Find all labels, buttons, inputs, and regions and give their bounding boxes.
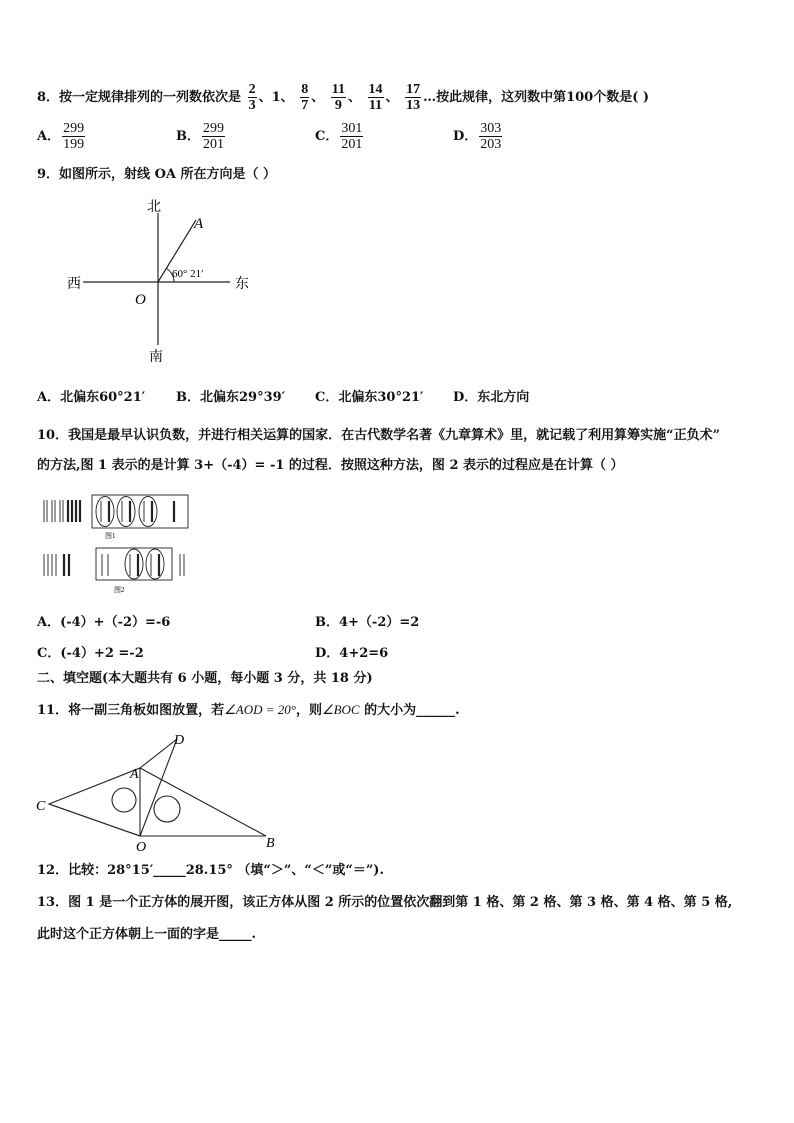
q8-frac-3: $\frac{11}{9}$ — [331, 82, 345, 113]
q8-suffix: …按此规律，这列数中第100个数是( ) — [423, 90, 650, 105]
q9-west-label: 西 — [67, 277, 81, 292]
q8-frac-1: $\frac{2}{3}$ — [248, 82, 256, 113]
q8-frac-4: $\frac{14}{11}$ — [368, 82, 383, 113]
q9-ray-label: A — [194, 216, 204, 232]
q10-figure-2-label: 图2 — [114, 586, 125, 594]
q8-frac-5: $\frac{17}{13}$ — [406, 82, 421, 113]
q8-prefix: 8．按一定规律排列的一列数依次是 — [37, 90, 242, 105]
q9-north-label: 北 — [147, 200, 161, 215]
q13-stem-line1: 13．图 1 是一个正方体的展开图，该正方体从图 2 所示的位置依次翻到第 1 格、第 2 格、第 3 格、第 4 格、第 5 格, — [37, 895, 733, 910]
q9-option-d[interactable]: D．东北方向 — [453, 390, 530, 405]
q8-option-d[interactable]: D． $\frac{303}{203}$ — [453, 121, 502, 152]
q8-stem: 8．按一定规律排列的一列数依次是 $\frac{2}{3}$ 、1、 $\frac{8}{7}$ 、 $\frac{11}{9}$ 、 $\frac{14}{11}$ 、 $\frac{17}{13}$ …按此规律，这列数中第100个数是( ) — [37, 82, 650, 113]
point-d-label: D — [174, 733, 185, 748]
q10-option-d[interactable]: D．4+2=6 — [315, 646, 389, 661]
q10-option-b[interactable]: B．4+（-2）=2 — [315, 615, 420, 630]
section-2-heading: 二、填空题(本大题共有 6 小题，每小题 3 分，共 18 分) — [37, 671, 373, 686]
q10-figure-1-label: 图1 — [105, 532, 116, 540]
q11-stem: 11．将一副三角板如图放置，若∠AOD = 20°，则∠BOC 的大小为______. — [37, 702, 460, 718]
q8-frac-2: $\frac{8}{7}$ — [301, 82, 309, 113]
point-b-label: B — [266, 836, 275, 851]
q9-origin-label: O — [135, 292, 146, 308]
q10-figure-1 — [44, 495, 188, 528]
triangle-cab-outline — [49, 768, 266, 836]
rods-left-2 — [44, 554, 69, 576]
q9-option-b[interactable]: B．北偏东29°39′ — [176, 390, 286, 405]
q8-one: 1 — [271, 90, 281, 105]
q10-counting-rods-figure — [38, 492, 198, 598]
left-circle — [112, 788, 136, 812]
q11-condition: ∠AOD = 20° — [224, 702, 296, 717]
q11-target: ∠BOC — [321, 702, 360, 717]
q10-stem-line2: 的方法,图 1 表示的是计算 3+（-4）= -1 的过程．按照这种方法，图 2 表示的过程应是在计算（ ） — [37, 458, 624, 473]
q13-stem-line2: 此时这个正方体朝上一面的字是_____. — [37, 927, 257, 942]
q9-stem: 9．如图所示，射线 OA 所在方向是（ ） — [37, 167, 277, 182]
q9-angle-label: 60° 21′ — [172, 268, 204, 280]
q10-figure-2 — [44, 548, 184, 580]
point-o-label: O — [136, 840, 147, 855]
q9-compass-figure — [55, 195, 270, 370]
q9-option-c[interactable]: C．北偏东30°21′ — [315, 390, 424, 405]
q10-option-c[interactable]: C．(-4）+2 =-2 — [37, 646, 144, 661]
q9-east-label: 东 — [235, 277, 249, 292]
q8-option-a[interactable]: A． $\frac{299}{199}$ — [37, 121, 85, 152]
q9-option-a[interactable]: A．北偏东60°21′ — [37, 390, 146, 405]
q12-stem: 12．比较：28°15′_____28.15° （填“＞”、“＜”或“＝”). — [37, 863, 384, 878]
q11-triangles-figure — [33, 728, 283, 856]
point-c-label: C — [36, 799, 46, 814]
q8-option-c[interactable]: C． $\frac{301}{201}$ — [315, 121, 363, 152]
rods-left-1 — [44, 500, 80, 522]
point-a-label: A — [130, 767, 139, 782]
q9-south-label: 南 — [149, 350, 163, 365]
q10-stem-line1: 10．我国是最早认识负数，并进行相关运算的国家．在古代数学名著《九章算术》里，就记载了利用算筹实施“正负术” — [37, 428, 721, 443]
q10-option-a[interactable]: A．(-4）+（-2）=-6 — [37, 615, 171, 630]
right-circle — [154, 796, 180, 822]
q8-option-b[interactable]: B． $\frac{299}{201}$ — [176, 121, 224, 152]
